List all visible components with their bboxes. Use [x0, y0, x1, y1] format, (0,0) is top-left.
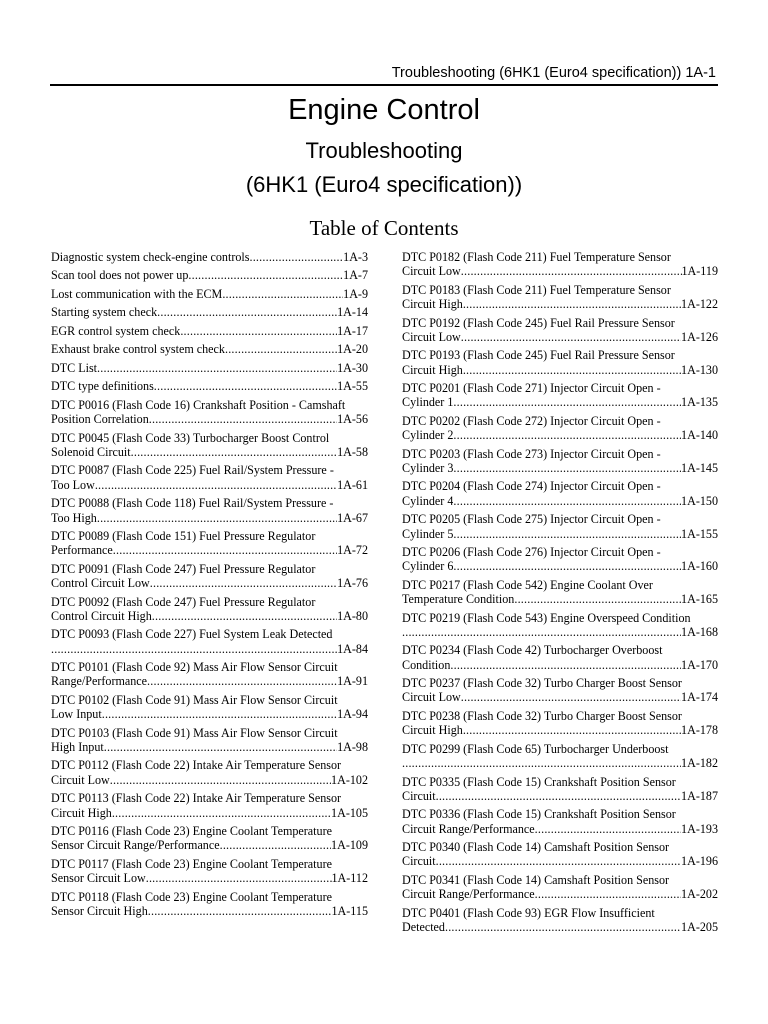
toc-entry-last-line [51, 674, 368, 688]
toc-entry-line: DTC P0238 (Flash Code 32) Turbo Charger Boost Sensor [402, 708, 682, 723]
toc-entry[interactable] [402, 906, 718, 935]
toc-entry-text: Exhaust brake control system check [51, 342, 225, 357]
toc-page-number: 1A-67 [337, 510, 368, 525]
toc-entry-last-line [51, 707, 368, 721]
toc-entry-line: DTC P0192 (Flash Code 245) Fuel Rail Pressure Sensor [402, 315, 675, 330]
toc-entry-text: Control Circuit High [51, 608, 152, 623]
toc-entry-line: DTC P0204 (Flash Code 274) Injector Circuit Open - [402, 479, 661, 494]
toc-entry-text: Circuit High [51, 805, 112, 820]
toc-page-number: 1A-150 [681, 493, 718, 508]
toc-entry[interactable] [51, 324, 368, 338]
toc-entry-line: DTC P0091 (Flash Code 247) Fuel Pressure Regulator [51, 561, 316, 576]
toc-entry-line: DTC P0237 (Flash Code 32) Turbo Charger Boost Sensor [402, 676, 682, 691]
toc-page-number: 1A-170 [681, 657, 718, 672]
toc-entry-line: DTC P0203 (Flash Code 273) Injector Circuit Open - [402, 446, 661, 461]
toc-entry-line: DTC P0088 (Flash Code 118) Fuel Rail/System Pressure - [51, 496, 334, 511]
toc-entry[interactable] [51, 287, 368, 301]
toc-entry-last-line [402, 789, 718, 803]
toc-entry-last-line [51, 543, 368, 557]
leader-dots [453, 527, 681, 541]
leader-dots [463, 363, 681, 377]
toc-entry-line: DTC P0234 (Flash Code 42) Turbocharger Overboost [402, 643, 663, 658]
toc-entry-line: DTC P0193 (Flash Code 245) Fuel Rail Pressure Sensor [402, 348, 675, 363]
toc-entry-last-line [402, 854, 718, 868]
toc-entry[interactable] [402, 643, 718, 672]
toc-entry[interactable] [51, 342, 368, 356]
toc-entry-line: DTC P0219 (Flash Code 543) Engine Overspeed Condition [402, 610, 691, 625]
toc-entry-line: DTC P0045 (Flash Code 33) Turbocharger Boost Control [51, 430, 330, 445]
toc-entry[interactable] [402, 316, 718, 345]
toc-page-number: 1A-165 [681, 592, 718, 607]
toc-page-number: 1A-14 [337, 305, 368, 320]
toc-entry-last-line [51, 478, 368, 492]
leader-dots [188, 268, 343, 282]
leader-dots [453, 461, 681, 475]
toc-entry-text: Cylinder 4 [402, 493, 454, 508]
toc-entry-last-line [51, 511, 368, 525]
toc-entry-last-line [51, 412, 368, 426]
toc-entry[interactable] [402, 283, 718, 312]
toc-entry-text: Cylinder 5 [402, 526, 454, 541]
toc-page-number: 1A-20 [337, 342, 368, 357]
toc-entry-line: DTC P0117 (Flash Code 23) Engine Coolant Temperature [51, 856, 332, 871]
running-header [50, 62, 718, 86]
leader-dots [110, 773, 331, 787]
toc-entry[interactable] [402, 709, 718, 738]
leader-dots [249, 250, 343, 264]
toc-entry[interactable] [51, 431, 368, 460]
toc-page-number: 1A-17 [337, 323, 368, 338]
toc-entry-text: Circuit Range/Performance [402, 887, 535, 902]
toc-entry-last-line [402, 723, 718, 737]
toc-entry-text: Circuit [402, 854, 436, 869]
toc-page-number: 1A-205 [681, 919, 718, 934]
leader-dots [463, 297, 681, 311]
page-title: Engine Control [288, 94, 480, 126]
toc-entry-line: DTC P0103 (Flash Code 91) Mass Air Flow Sensor Circuit [51, 725, 338, 740]
toc-page-number: 1A-160 [681, 559, 718, 574]
toc-entry-last-line [402, 690, 718, 704]
toc-entry-last-line [402, 363, 718, 377]
toc-entry[interactable] [51, 890, 368, 919]
toc-page-number: 1A-119 [681, 264, 718, 279]
toc-entry-line: DTC P0202 (Flash Code 272) Injector Circuit Open - [402, 413, 661, 428]
toc-entry-line: DTC P0087 (Flash Code 225) Fuel Rail/System Pressure - [51, 463, 334, 478]
toc-entry[interactable] [51, 463, 368, 492]
toc-page-number: 1A-91 [337, 674, 368, 689]
leader-dots [453, 395, 681, 409]
toc-entry-text: Sensor Circuit High [51, 903, 148, 918]
toc-heading: Table of Contents [309, 216, 459, 240]
toc-page-number: 1A-145 [681, 460, 718, 475]
toc-entry-line: DTC P0401 (Flash Code 93) EGR Flow Insufficient [402, 905, 655, 920]
toc-page-number: 1A-30 [337, 360, 368, 375]
toc-entry-last-line [402, 592, 718, 606]
toc-entry-last-line [402, 658, 718, 672]
toc-entry[interactable] [51, 361, 368, 375]
leader-dots [461, 330, 681, 344]
toc-entry-last-line [402, 264, 718, 278]
subtitle-line-2: (6HK1 (Euro4 specification)) [245, 172, 523, 197]
toc-page-number: 1A-76 [337, 576, 368, 591]
toc-entry-last-line [402, 461, 718, 475]
toc-entry-text: Performance [51, 543, 113, 558]
toc-page-number: 1A-196 [681, 854, 718, 869]
toc-entry[interactable] [402, 775, 718, 804]
leader-dots [147, 674, 337, 688]
toc-entry-line: DTC P0182 (Flash Code 211) Fuel Temperature Sensor [402, 250, 671, 264]
leader-dots [95, 478, 337, 492]
toc-entry-last-line [402, 559, 718, 573]
toc-entry-line: DTC P0183 (Flash Code 211) Fuel Temperature Sensor [402, 282, 671, 297]
toc-entry[interactable] [51, 305, 368, 319]
toc-entry[interactable] [51, 758, 368, 787]
toc-entry-last-line [402, 527, 718, 541]
toc-entry-line: DTC P0217 (Flash Code 542) Engine Coolant Over [402, 577, 653, 592]
toc-entry[interactable] [51, 824, 368, 853]
toc-entry-text: Condition [402, 657, 451, 672]
toc-entry-last-line [51, 904, 368, 918]
leader-dots [112, 806, 331, 820]
toc-entry-last-line [402, 395, 718, 409]
leader-dots [402, 625, 681, 639]
leader-dots [535, 887, 681, 901]
leader-dots [453, 428, 681, 442]
toc-page-number: 1A-58 [337, 444, 368, 459]
toc-page-number: 1A-187 [681, 788, 718, 803]
toc-page-number: 1A-112 [331, 871, 368, 886]
toc-page-number: 1A-135 [681, 395, 718, 410]
toc-entry-last-line [51, 445, 368, 459]
leader-dots [436, 789, 681, 803]
toc-entry-last-line [51, 642, 368, 656]
toc-entry[interactable] [51, 562, 368, 591]
toc-entry-text: Solenoid Circuit [51, 444, 131, 459]
toc-entry[interactable] [51, 857, 368, 886]
toc-page-number: 1A-61 [337, 477, 368, 492]
toc-page-number: 1A-98 [337, 739, 368, 754]
toc-entry-last-line [402, 494, 718, 508]
toc-entry[interactable] [51, 379, 368, 393]
leader-dots [461, 690, 681, 704]
leader-dots [222, 287, 343, 301]
toc-entry-last-line [51, 871, 368, 885]
toc-page-number: 1A-115 [331, 903, 368, 918]
leader-dots [146, 871, 332, 885]
toc-entry-text: Control Circuit Low [51, 576, 150, 591]
leader-dots [131, 445, 337, 459]
toc-entry[interactable] [402, 840, 718, 869]
toc-page-number: 1A-126 [681, 329, 718, 344]
toc-entry-text: Sensor Circuit Range/Performance [51, 838, 220, 853]
toc-entry-line: DTC P0102 (Flash Code 91) Mass Air Flow Sensor Circuit [51, 692, 338, 707]
toc-entry[interactable] [402, 447, 718, 476]
toc-entry-text: Circuit High [402, 362, 463, 377]
toc-entry-text: Too Low [51, 477, 95, 492]
toc-entry[interactable] [51, 791, 368, 820]
toc-entry-text: Too High [51, 510, 97, 525]
toc-left-column [51, 250, 368, 922]
toc-page-number: 1A-174 [681, 690, 718, 705]
toc-page-number: 1A-55 [337, 379, 368, 394]
leader-dots [463, 723, 681, 737]
leader-dots [461, 264, 682, 278]
toc-page-number: 1A-80 [337, 608, 368, 623]
toc-entry-text: Circuit [402, 788, 436, 803]
leader-dots [154, 379, 337, 393]
toc-entry[interactable] [51, 726, 368, 755]
leader-dots [535, 822, 681, 836]
toc-entry-text: Circuit Low [402, 690, 461, 705]
toc-entry-line: DTC P0201 (Flash Code 271) Injector Circuit Open - [402, 381, 661, 396]
toc-page-number: 1A-72 [337, 543, 368, 558]
toc-page-number: 1A-193 [681, 821, 718, 836]
toc-entry-text: Position Correlation [51, 412, 149, 427]
toc-entry-last-line [51, 576, 368, 590]
leader-dots [453, 494, 681, 508]
toc-entry-last-line [51, 342, 368, 356]
toc-page-number: 1A-56 [337, 412, 368, 427]
toc-entry-line: DTC P0092 (Flash Code 247) Fuel Pressure Regulator [51, 594, 316, 609]
toc-entry[interactable] [51, 660, 368, 689]
toc-page-number: 1A-102 [331, 772, 368, 787]
toc-entry-text: Circuit Low [402, 329, 461, 344]
toc-entry[interactable] [402, 807, 718, 836]
toc-page-number: 1A-105 [331, 805, 368, 820]
toc-entry-text: DTC type definitions [51, 379, 154, 394]
toc-entry[interactable] [402, 545, 718, 574]
toc-entry-text: High Input [51, 739, 104, 754]
leader-dots [445, 920, 681, 934]
toc-entry-text: Lost communication with the ECM [51, 286, 223, 301]
subtitle-line-1: Troubleshooting [305, 138, 463, 163]
toc-entry[interactable] [51, 268, 368, 282]
toc-page-number: 1A-130 [681, 362, 718, 377]
toc-entry-line: DTC P0335 (Flash Code 15) Crankshaft Position Sensor [402, 774, 676, 789]
toc-entry-text: Sensor Circuit Low [51, 871, 146, 886]
toc-entry[interactable] [402, 250, 718, 279]
toc-right-column [402, 250, 718, 938]
toc-entry[interactable] [51, 693, 368, 722]
leader-dots [514, 592, 681, 606]
toc-entry-last-line [402, 756, 718, 770]
toc-page-number: 1A-122 [681, 297, 718, 312]
toc-page-number: 1A-178 [681, 723, 718, 738]
toc-entry-line: DTC P0118 (Flash Code 23) Engine Coolant Temperature [51, 889, 332, 904]
toc-entry-line: DTC P0205 (Flash Code 275) Injector Circuit Open - [402, 512, 661, 527]
leader-dots [150, 576, 337, 590]
toc-entry[interactable] [51, 398, 368, 427]
toc-entry[interactable] [402, 742, 718, 771]
toc-entry[interactable] [402, 873, 718, 902]
toc-entry[interactable] [402, 676, 718, 705]
toc-entry[interactable] [402, 381, 718, 410]
toc-entry-text: Diagnostic system check-engine controls [51, 250, 250, 264]
leader-dots [97, 511, 337, 525]
toc-entry-line: DTC P0093 (Flash Code 227) Fuel System Leak Detected [51, 627, 333, 642]
toc-entry-line: DTC P0101 (Flash Code 92) Mass Air Flow Sensor Circuit [51, 660, 338, 675]
toc-entry-last-line [51, 250, 368, 264]
toc-page-number: 1A-109 [331, 838, 368, 853]
leader-dots [453, 559, 681, 573]
toc-entry-last-line [51, 740, 368, 754]
toc-entry-text: Cylinder 1 [402, 395, 454, 410]
toc-entry-line: DTC P0299 (Flash Code 65) Turbocharger Underboost [402, 741, 669, 756]
toc-entry-line: DTC P0016 (Flash Code 16) Crankshaft Position - Camshaft [51, 397, 346, 412]
toc-entry-last-line [402, 297, 718, 311]
toc-entry-text: EGR control system check [51, 323, 181, 338]
toc-entry-text: Circuit Low [402, 264, 461, 279]
toc-entry-text: Cylinder 6 [402, 559, 454, 574]
toc-page-number: 1A-168 [681, 624, 718, 639]
leader-dots [51, 642, 337, 656]
leader-dots [104, 740, 337, 754]
toc-page-number: 1A-7 [343, 268, 368, 283]
toc-entry-last-line [51, 838, 368, 852]
toc-entry-last-line [51, 287, 368, 301]
toc-entry-last-line [402, 625, 718, 639]
toc-page-number: 1A-202 [681, 887, 718, 902]
toc-entry-text: Starting system check [51, 305, 158, 320]
toc-entry[interactable] [402, 578, 718, 607]
toc-entry-text: Circuit High [402, 297, 463, 312]
toc-entry-last-line [402, 822, 718, 836]
toc-page-number: 1A-9 [343, 286, 368, 301]
toc-entry[interactable] [51, 595, 368, 624]
leader-dots [113, 543, 337, 557]
toc-entry-text: Detected [402, 919, 445, 934]
toc-entry-line: DTC P0340 (Flash Code 14) Camshaft Position Sensor [402, 840, 670, 855]
leader-dots [148, 904, 332, 918]
toc-entry-line: DTC P0206 (Flash Code 276) Injector Circuit Open - [402, 545, 661, 560]
toc-entry[interactable] [402, 414, 718, 443]
toc-page-number: 1A-155 [681, 526, 718, 541]
toc-entry[interactable] [402, 512, 718, 541]
leader-dots [149, 412, 337, 426]
toc-entry-text: Range/Performance [51, 674, 148, 689]
header-text: Troubleshooting (6HK1 (Euro4 specification)) 1A-1 [391, 65, 716, 81]
toc-page-number: 1A-94 [337, 707, 368, 722]
toc-entry[interactable] [51, 250, 368, 264]
toc-entry-text: Circuit Range/Performance [402, 821, 535, 836]
toc-entry[interactable] [402, 348, 718, 377]
leader-dots [225, 342, 337, 356]
toc-entry-last-line [51, 305, 368, 319]
toc-entry-line: DTC P0112 (Flash Code 22) Intake Air Temperature Sensor [51, 758, 342, 773]
toc-entry[interactable] [402, 479, 718, 508]
toc-entry-last-line [51, 773, 368, 787]
leader-dots [436, 854, 681, 868]
toc-entry-text: Cylinder 2 [402, 428, 454, 443]
toc-entry-line: DTC P0116 (Flash Code 23) Engine Coolant Temperature [51, 824, 332, 839]
toc-entry-last-line [51, 379, 368, 393]
toc-entry-text: Temperature Condition [402, 592, 515, 607]
toc-entry-last-line [51, 324, 368, 338]
toc-entry[interactable] [51, 627, 368, 656]
leader-dots [102, 707, 337, 721]
toc-entry-text: Cylinder 3 [402, 460, 454, 475]
toc-entry-text: Circuit High [402, 723, 463, 738]
toc-entry[interactable] [402, 611, 718, 640]
toc-page-number: 1A-84 [337, 641, 368, 656]
toc-page-number: 1A-3 [343, 250, 368, 264]
leader-dots [97, 361, 337, 375]
toc-entry-line: DTC P0336 (Flash Code 15) Crankshaft Position Sensor [402, 807, 676, 822]
toc-entry-last-line [51, 609, 368, 623]
leader-dots [220, 838, 331, 852]
toc-entry-last-line [51, 806, 368, 820]
toc-entry-last-line [51, 361, 368, 375]
toc-entry[interactable] [51, 529, 368, 558]
leader-dots [180, 324, 337, 338]
leader-dots [152, 609, 337, 623]
toc-entry-last-line [51, 268, 368, 282]
toc-entry[interactable] [51, 496, 368, 525]
leader-dots [450, 658, 681, 672]
toc-entry-text: Circuit Low [51, 772, 110, 787]
toc-entry-line: DTC P0089 (Flash Code 151) Fuel Pressure Regulator [51, 529, 316, 543]
toc-entry-last-line [402, 428, 718, 442]
toc-entry-text: Low Input [51, 707, 102, 722]
toc-entry-last-line [402, 920, 718, 934]
leader-dots [402, 756, 681, 770]
toc-entry-line: DTC P0341 (Flash Code 14) Camshaft Position Sensor [402, 872, 670, 887]
leader-dots [157, 305, 337, 319]
toc-entry-line: DTC P0113 (Flash Code 22) Intake Air Temperature Sensor [51, 791, 342, 806]
toc-entry-text: DTC List [51, 360, 98, 375]
toc-page-number: 1A-182 [681, 756, 718, 771]
toc-page-number: 1A-140 [681, 428, 718, 443]
toc-entry-last-line [402, 330, 718, 344]
toc-entry-last-line [402, 887, 718, 901]
toc-entry-text: Scan tool does not power up [51, 268, 189, 283]
